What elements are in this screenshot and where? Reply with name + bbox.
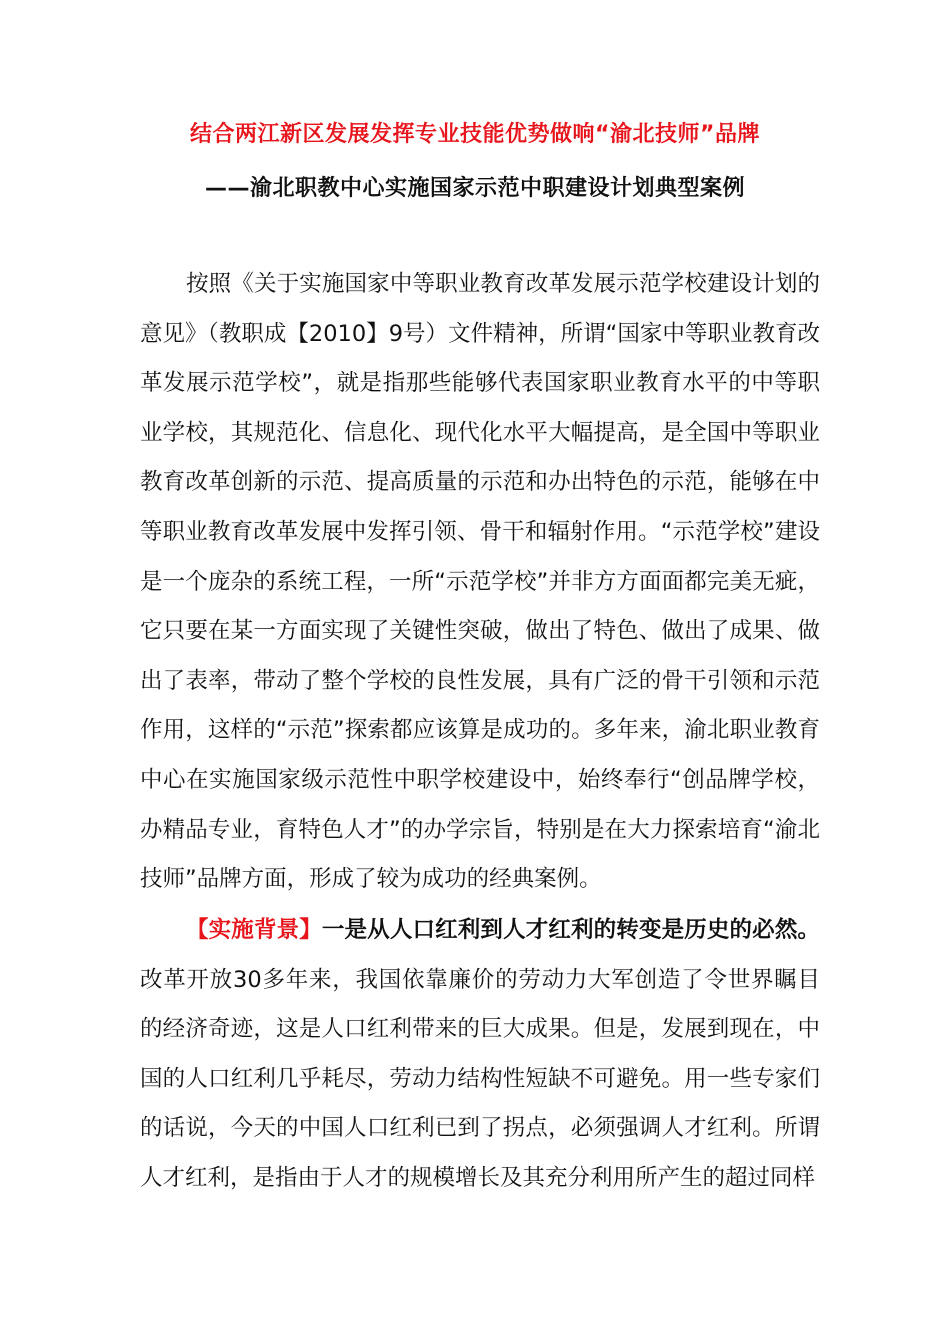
section-label: 【实施背景】 [186, 917, 322, 943]
paragraph-background [140, 906, 820, 1204]
document-title: 结合两江新区发展发挥专业技能优势做响“渝北技师”品牌 [190, 122, 760, 147]
document-subtitle: ——渝北职教中心实施国家示范中职建设计划典型案例 [204, 176, 745, 201]
section-lead: 一是从人口红利到人才红利的转变是历史的必然。 [321, 917, 820, 943]
paragraph-background-text: 改革开放30多年来，我国依靠廉价的劳动力大军创造了令世界瞩目的经济奇迹，这是人口红利带来的巨大成果。但是，发展到现在，中国的人口红利几乎耗尽，劳动力结构性短缺不可避免。用一些专家们的话说，今天的中国人口红利已到了拐点，必须强调人才红利。所谓人才红利，是指由于人才的规模增长及其充分利用所产生的超过同样 [140, 966, 820, 1191]
paragraph-intro: 按照《关于实施国家中等职业教育改革发展示范学校建设计划的意见》（教职成【2010】9号）文件精神，所谓“国家中等职业教育改革发展示范学校”，就是指那些能够代表国家职业教育水平的中等职业学校，其规范化、信息化、现代化水平大幅提高，是全国中等职业教育改革创新的示范、提高质量的示范和办出特色的示范，能够在中等职业教育改革发展中发挥引领、骨干和辐射作用。“示范学校”建设是一个庞杂的系统工程，一所“示范学校”并非方方面面都完美无疵，它只要在某一方面实现了关键性突破，做出了特色、做出了成果、做出了表率，带动了整个学校的良性发展，具有广泛的骨干引领和示范作用，这样的“示范”探索都应该算是成功的。多年来，渝北职业教育中心在实施国家级示范性中职学校建设中，始终奉行“创品牌学校，办精品专业，育特色人才”的办学宗旨，特别是在大力探索培育“渝北技师”品牌方面，形成了较为成功的经典案例。 [140, 271, 820, 893]
